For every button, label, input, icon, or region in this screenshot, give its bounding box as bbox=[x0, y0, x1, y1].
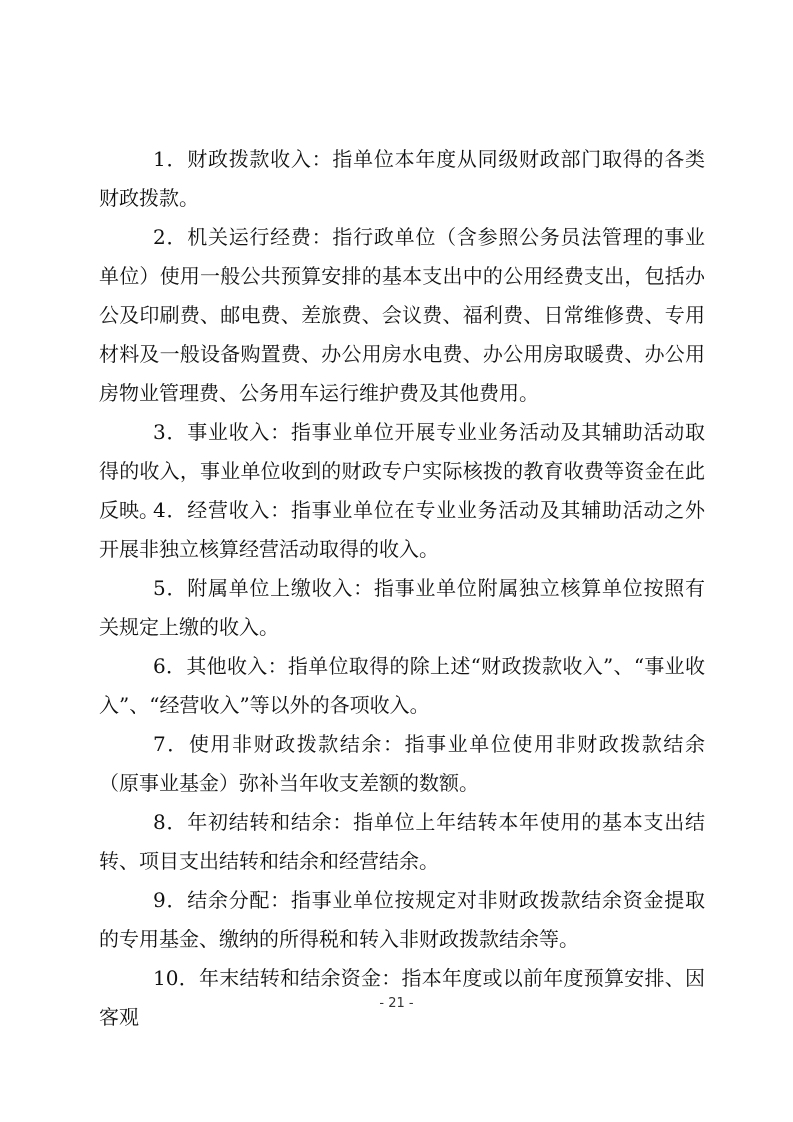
paragraph-8: 8．年初结转和结余：指单位上年结转本年使用的基本支出结转、项目支出结转和结余和经营结余。 bbox=[99, 810, 705, 873]
paragraph-9: 9．结余分配：指事业单位按规定对非财政拨款结余资金提取的专用基金、缴纳的所得税和转入非财政拨款结余等。 bbox=[99, 888, 705, 951]
paragraph-5: 5．附属单位上缴收入：指事业单位附属独立核算单位按照有关规定上缴的收入。 bbox=[99, 576, 705, 639]
paragraph-1: 1．财政拨款收入：指单位本年度从同级财政部门取得的各类财政拨款。 bbox=[99, 147, 705, 210]
paragraph-6: 6．其他收入：指单位取得的除上述“财政拨款收入”、“事业收入”、“经营收入”等以外的各项收入。 bbox=[99, 654, 705, 717]
paragraph-2: 2．机关运行经费：指行政单位（含参照公务员法管理的事业单位）使用一般公共预算安排的基本支出中的公用经费支出，包括办公及印刷费、邮电费、差旅费、会议费、福利费、日常维修费、专用材料及一般设备购置费、办公用房水电费、办公用房取暖费、办公用房物业管理费、公务用车运行维护费及其他费用。 bbox=[99, 225, 705, 405]
paragraph-3: 3．事业收入：指事业单位开展专业业务活动及其辅助活动取得的收入，事业单位收到的财政专户实际核拨的教育收费等资金在此反映。 bbox=[99, 420, 705, 522]
paragraph-4: 4．经营收入：指事业单位在专业业务活动及其辅助活动之外开展非独立核算经营活动取得的收入。 bbox=[99, 498, 705, 561]
page-number: - 21 - bbox=[379, 996, 414, 1011]
paragraph-10: 10．年末结转和结余资金：指本年度或以前年度预算安排、因客观 bbox=[99, 966, 705, 1029]
paragraph-7: 7．使用非财政拨款结余：指事业单位使用非财政拨款结余（原事业基金）弥补当年收支差额的数额。 bbox=[99, 732, 705, 795]
